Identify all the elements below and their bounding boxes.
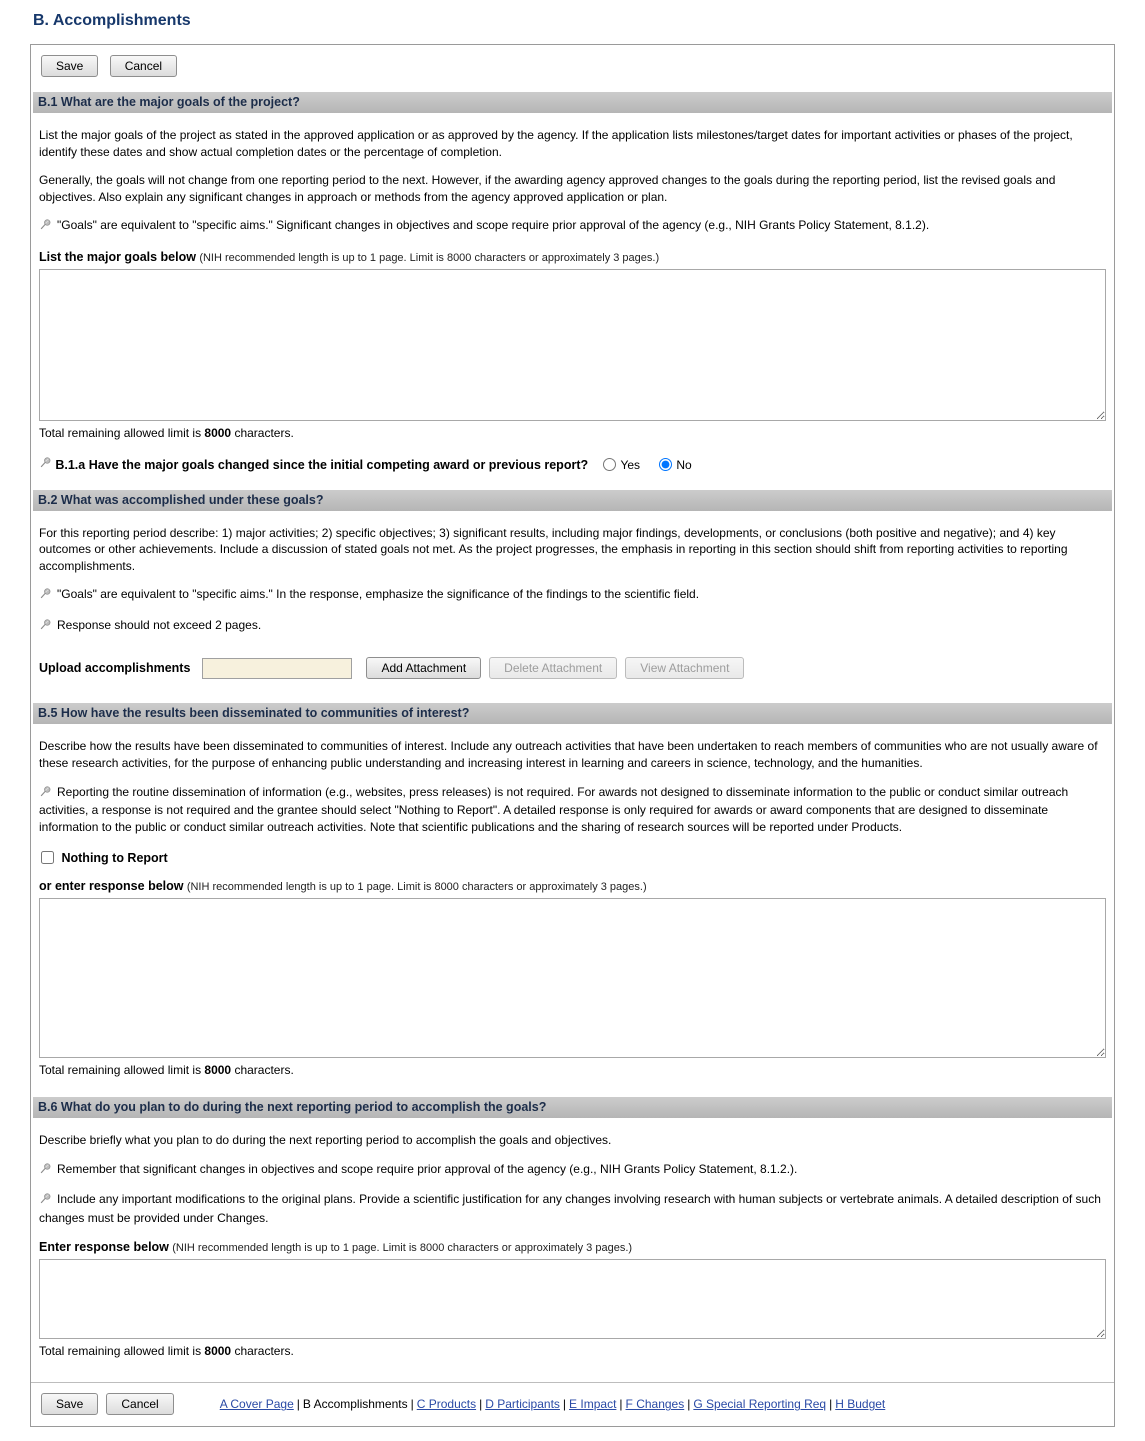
section-body-b6 [31,1118,1114,1372]
nav-separator: | [562,1397,567,1412]
cancel-button[interactable]: Cancel [110,55,177,77]
b5-tip-1 [39,784,1106,836]
b2-upload-filename-input[interactable] [202,658,352,679]
delete-attachment-button: Delete Attachment [489,657,617,679]
b2-tip-2-text: Response should not exceed 2 pages. [57,617,262,632]
nav-link-special-reporting[interactable]: G Special Reporting Req [693,1397,827,1412]
b6-remaining-count: 8000 [204,1344,232,1359]
nav-separator: | [410,1397,414,1412]
footer-save-button[interactable]: Save [41,1393,98,1415]
b2-upload-label: Upload accomplishments [39,661,191,676]
add-attachment-button[interactable]: Add Attachment [366,657,481,679]
nothing-to-report-checkbox[interactable] [41,851,54,864]
b1-tip [39,217,1106,236]
nav-separator: | [829,1397,833,1412]
b6-paragraph-1: Describe briefly what you plan to do during the next reporting period to accomplish the goals and objectives. [39,1133,612,1148]
section-header-b5: B.5 How have the results been disseminated to communities of interest? [33,703,1112,724]
b1-tip-text: "Goals" are equivalent to "specific aims." Significant changes in objectives and scope require prior approval of the agency (e.g., NIH Grants Policy Statement, 8.1.2). [57,218,930,233]
b1-remaining-count: 8000 [204,425,232,440]
pushpin-icon [39,587,52,605]
page-title: B. Accomplishments [33,12,191,29]
b5-response-textarea[interactable] [39,898,1106,1058]
b1-remaining-prefix: Total remaining allowed limit is [39,425,205,440]
pushpin-icon [39,618,52,636]
nav-current-accomplishments: B Accomplishments [302,1397,408,1412]
b1-remaining-limit [39,426,1106,440]
b6-tip-1-text: Remember that significant changes in objectives and scope require prior approval of the agency (e.g., NIH Grants Policy Statement, 8.1.2.). [57,1161,798,1176]
b1-textarea-label: List the major goals below [39,249,196,264]
b6-remaining-limit [39,1344,1106,1358]
b6-response-textarea[interactable] [39,1259,1106,1339]
pushpin-icon [39,1192,52,1210]
nav-separator: | [619,1397,623,1412]
b1a-yes-label[interactable]: Yes [620,457,641,472]
b6-textarea-label: Enter response below [39,1240,169,1255]
b1-paragraph-2: Generally, the goals will not change from one reporting period to the next. However, if the awarding agency approved changes to the goals during the reporting period, list the revised goals and objectives. Also explain any significant changes in approach or methods from the agency approved application or plan. [39,173,1056,204]
b5-textarea-label: or enter response below [39,879,184,894]
b1a-no-label[interactable]: No [676,457,692,472]
footer-bar [31,1382,1114,1426]
b5-remaining-count: 8000 [204,1063,232,1078]
nav-link-products[interactable]: C Products [416,1397,477,1412]
b1a-yes-radio[interactable] [603,458,616,471]
section-nav [220,1397,886,1411]
b2-tip-1 [39,586,1106,605]
b6-remaining-prefix: Total remaining allowed limit is [39,1344,205,1359]
b6-tip-1 [39,1161,1106,1180]
section-body-b1 [31,113,1114,484]
b5-remaining-limit [39,1063,1106,1077]
b5-remaining-prefix: Total remaining allowed limit is [39,1063,205,1078]
b6-remaining-suffix: characters. [231,1344,294,1359]
view-attachment-button: View Attachment [625,657,744,679]
nav-separator: | [479,1397,483,1412]
pushpin-icon [39,1162,52,1180]
nav-link-cover-page[interactable]: A Cover Page [219,1397,294,1412]
b5-remaining-suffix: characters. [231,1063,294,1078]
nav-link-budget[interactable]: H Budget [835,1397,886,1412]
top-toolbar [31,45,1114,86]
b2-upload-row [39,657,1106,679]
section-header-b1: B.1 What are the major goals of the project? [33,92,1112,113]
nav-link-participants[interactable]: D Participants [485,1397,560,1412]
section-header-b2: B.2 What was accomplished under these goals? [33,490,1112,511]
b1-textarea-label-row [39,250,1106,264]
b6-textarea-note: (NIH recommended length is up to 1 page. Limit is 8000 characters or approximately 3 pages.) [172,1242,633,1255]
b6-tip-2 [39,1191,1106,1226]
b1a-no-radio[interactable] [659,458,672,471]
pushpin-icon [39,458,52,472]
section-header-b6: B.6 What do you plan to do during the next reporting period to accomplish the goals? [33,1097,1112,1118]
nav-link-impact[interactable]: E Impact [569,1397,617,1412]
b6-textarea-label-row [39,1240,1106,1254]
b1-textarea-note: (NIH recommended length is up to 1 page. Limit is 8000 characters or approximately 3 pages.) [199,251,660,264]
b5-textarea-label-row [39,879,1106,893]
b5-nothing-to-report-row [39,851,1106,865]
pushpin-icon [39,218,52,236]
b5-textarea-note: (NIH recommended length is up to 1 page. Limit is 8000 characters or approximately 3 pages.) [186,881,647,894]
nav-separator: | [296,1397,300,1412]
nav-separator: | [687,1397,691,1412]
b1-paragraph-1: List the major goals of the project as stated in the approved application or as approved by the agency. If the application lists milestones/target dates for important activities or phases of the project, identify these dates and show actual completion dates or the percentage of completion. [39,128,1073,159]
accomplishments-form-panel [30,44,1115,1427]
pushpin-icon [39,785,52,803]
b1a-question-row [39,456,1106,472]
b1a-radio-group [601,458,705,472]
b2-tip-1-text: "Goals" are equivalent to "specific aims." In the response, emphasize the significance of the findings to the scientific field. [57,587,700,602]
save-button[interactable]: Save [41,55,98,77]
b5-paragraph-1: Describe how the results have been disseminated to communities of interest. Include any outreach activities that have been undertaken to reach members of communities who are not usually aware of these research activities, for the purpose of enhancing public understanding and increasing interest in learning and careers in science, technology, and the humanities. [39,739,1098,771]
b5-tip-1-text: Reporting the routine dissemination of information (e.g., websites, press releases) is not required. For awards not designed to disseminate information to the public or conduct similar outreach activities, a response is not required and the grantee should select "Nothing to Report". A detailed response is only required for awards or award components that are designed to disseminate information to the public or conduct similar outreach activities. Note that scientific publications and the sharing of research sources will be reported under Products. [39,784,1069,834]
footer-cancel-button[interactable]: Cancel [106,1393,173,1415]
b1a-question: B.1.a Have the major goals changed since the initial competing award or previous report? [55,457,589,472]
b2-paragraph-1: For this reporting period describe: 1) major activities; 2) specific objectives; 3) significant results, including major findings, developments, or conclusions (both positive and negative); and 4) key outcomes or other achievements. Include a discussion of stated goals not met. As the project progresses, the emphasis in reporting in this section should shift from reporting activities to reporting accomplishments. [39,525,1068,573]
b6-tip-2-text: Include any important modifications to the original plans. Provide a scientific justification for any changes involving research with human subjects or vertebrate animals. A detailed description of such changes must be provided under Changes. [39,1192,1101,1225]
nav-link-changes[interactable]: F Changes [625,1397,685,1412]
nothing-to-report-label[interactable]: Nothing to Report [61,851,168,866]
b1-goals-textarea[interactable] [39,269,1106,421]
section-body-b2 [31,511,1114,698]
b1-remaining-suffix: characters. [231,425,294,440]
section-body-b5 [31,724,1114,1091]
b2-tip-2 [39,617,1106,636]
